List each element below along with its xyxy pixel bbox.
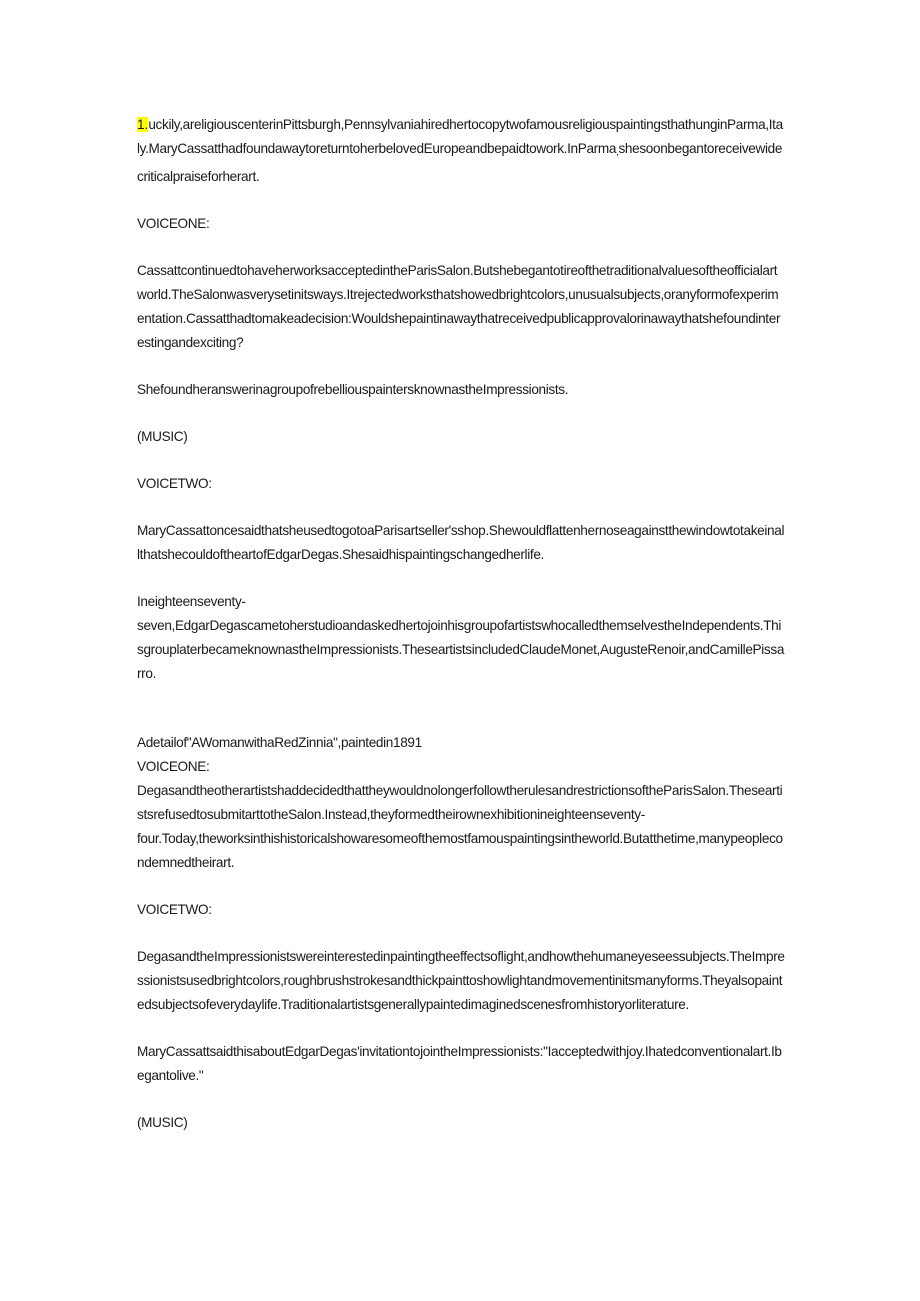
music-cue: (MUSIC) (137, 429, 188, 444)
paragraph-exhibition (137, 779, 785, 875)
paragraph-text: uckily,areligiouscenterinPittsburgh,PennsylvaniahiredhertocopytwofamousreligiouspaintingsthathunginParma,Italy.MaryCassatthadfoundawaytoreturntoherbelovedEuropeandbepaidtowork.InParma (137, 117, 783, 156)
speaker-label: VOICETWO: (137, 902, 212, 917)
paragraph-text: seven,EdgarDegascametoherstudioandaskedhertojoinhisgroupofartistswhocalledthemselvestheIndependents.ThisgrouplaterbecameknownastheImpressionists.TheseartistsincludedClaudeMonet,AugusteRenoir,andCamillePissarro. (137, 618, 785, 681)
paragraph-text: shesoonbegantoreceivewidecriticalpraiseforherart. (137, 141, 783, 184)
paragraph-impressionists: ShefoundheranswerinagroupofrebelliouspaintersknownastheImpressionists. (137, 382, 569, 397)
paragraph-quote: MaryCassattsaidthisaboutEdgarDegas'invitationtojointheImpressionists:"Iacceptedwithjoy.Ihatedconventionalart.Ibegantolive." (137, 1044, 782, 1083)
paragraph-degas-shop: MaryCassattoncesaidthatsheusedtogotoaParisartseller'sshop.ShewouldflattenhernoseagainstthewindowtotakeinallthatshecouldoftheartofEdgarDegas.Shesaidhispaintingschangedherlife. (137, 523, 785, 562)
paragraph-text: DegasandtheotherartistshaddecidedthattheywouldnolongerfollowtherulesandrestrictionsoftheParisSalon.TheseartistsrefusedtosubmitarttotheSalon.Instead,theyformedtheirownexhibitionineighteenseventy- (137, 783, 783, 822)
speaker-label: VOICEONE: (137, 216, 210, 231)
spacer (137, 709, 785, 731)
paragraph-salon: CassattcontinuedtohaveherworksacceptedintheParisSalon.Butshebegantotireofthetraditionalvaluesoftheofficialartworld.TheSalonwasverysetinitsways.Itrejectedworksthatshowedbrightcolors,unusualsubjects,oranyformofexperimentation.Cassatthadtomakeadecision:Wouldshepaintinawaythatreceivedpublicapprovalorinawaythatshefoundinterestingandexciting? (137, 263, 781, 350)
speaker-label: VOICETWO: (137, 476, 212, 491)
paragraph-independents (137, 590, 785, 686)
image-caption: Adetailof"AWomanwithaRedZinnia",paintedin1891 (137, 735, 422, 750)
speaker-label: VOICEONE: (137, 759, 210, 774)
music-cue: (MUSIC) (137, 1115, 188, 1130)
paragraph-text: Ineighteenseventy- (137, 594, 246, 609)
highlighted-text: 1. (137, 117, 149, 132)
paragraph-parma (137, 113, 785, 189)
paragraph-light: DegasandtheImpressionistswereinterestedinpaintingtheeffectsoflight,andhowthehumaneyeseessubjects.TheImpressionistsusedbrightcolors,roughbrushstrokesandthickpainttoshowlightandmovementinitsmanyforms.Theyalsopaintedsubjectsofeverydaylife.Traditionalartistsgenerallypaintedimaginedscenesfromhistoryorliterature. (137, 949, 785, 1012)
document-page (137, 113, 785, 1158)
paragraph-text: four.Today,theworksinthishistoricalshowaresomeofthemostfamouspaintingsintheworld.Butatthetime,manypeoplecondemnedtheirart. (137, 831, 783, 870)
paragraph-text: , (616, 147, 619, 158)
